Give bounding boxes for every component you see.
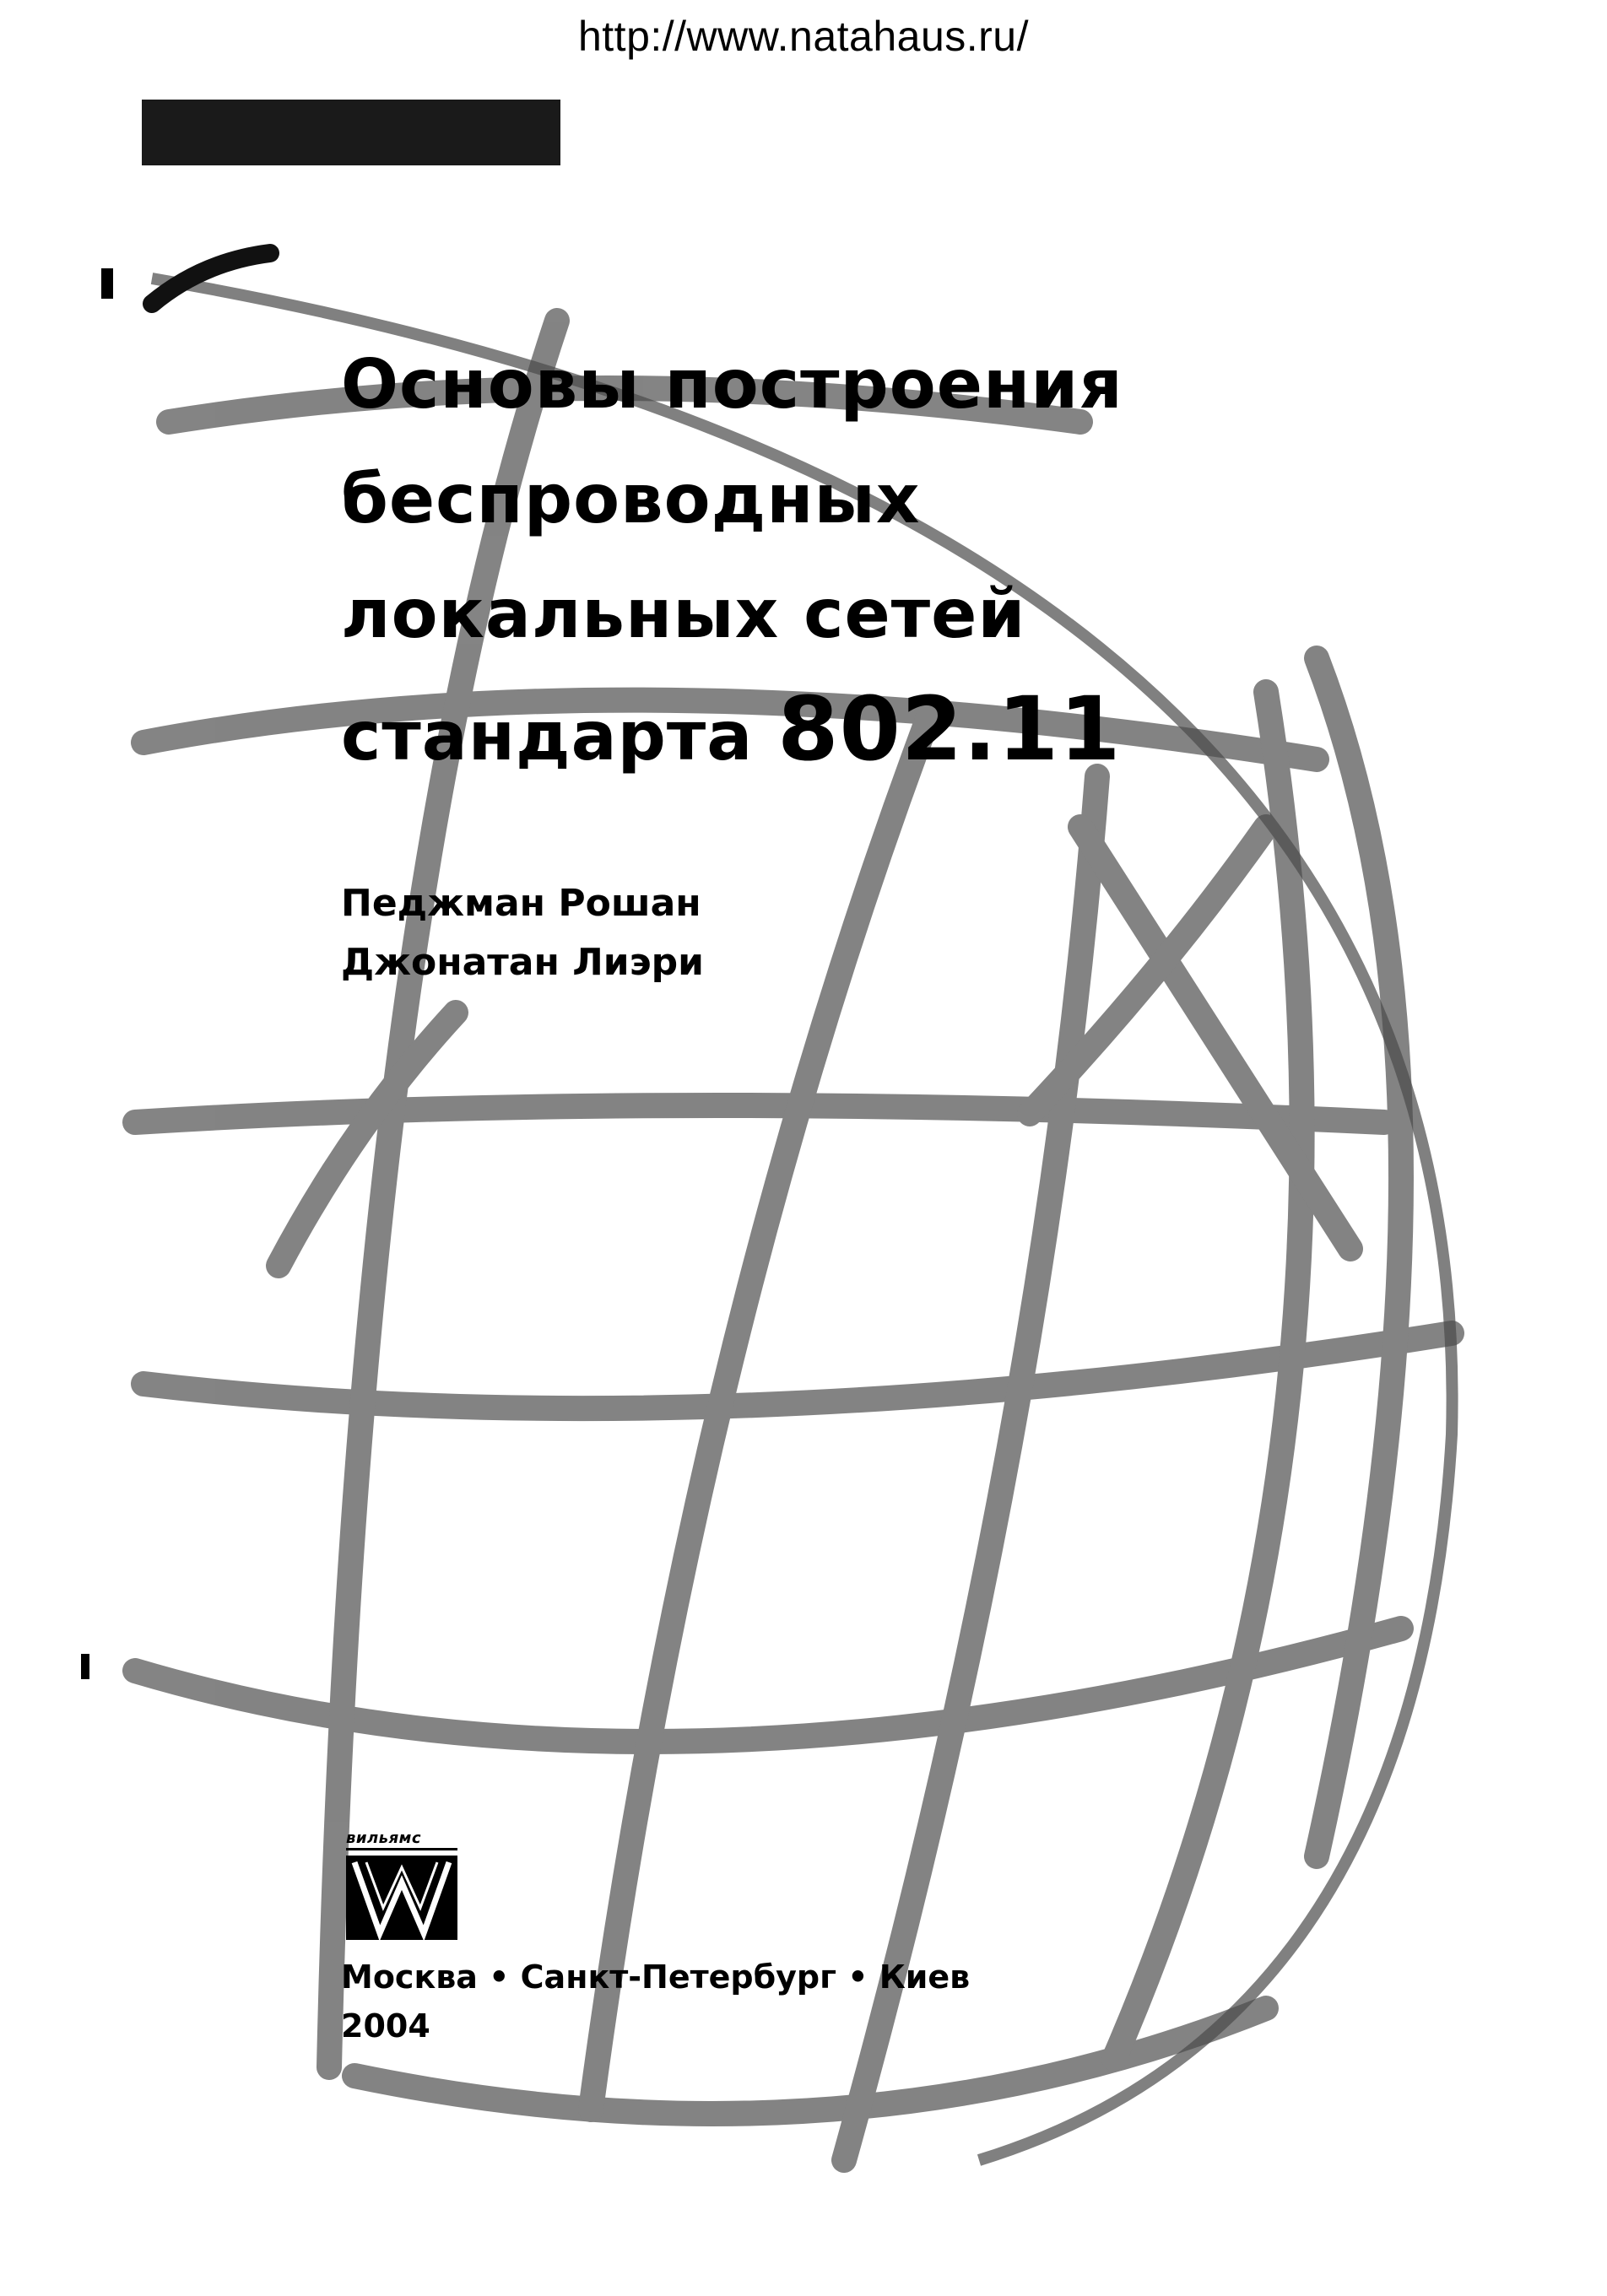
scan-mark <box>101 268 113 299</box>
globe-latitude-5 <box>135 1629 1401 1742</box>
book-title <box>341 327 1123 794</box>
authors <box>341 874 704 992</box>
standard-number: 802.11 <box>777 678 1122 781</box>
globe-latitude-4 <box>143 1333 1452 1408</box>
author-name: Джонатан Лиэри <box>341 941 704 984</box>
imprint <box>341 1953 970 2050</box>
globe-latitude-3 <box>135 1105 1384 1122</box>
title-text: стандарта <box>341 697 754 775</box>
title-line: беспроводных <box>341 460 921 538</box>
title-line: локальных сетей <box>341 575 1026 653</box>
publisher-logo <box>346 1829 461 1940</box>
scan-mark <box>81 1654 89 1679</box>
author-name: Педжман Рошан <box>341 882 701 925</box>
source-url: http://www.natahaus.ru/ <box>577 13 1029 60</box>
publisher-cities: Москва • Санкт-Петербург • Киев <box>341 1958 971 1996</box>
publisher-logo-text: вильямс <box>346 1829 457 1850</box>
title-line-4 <box>341 672 1123 794</box>
publication-year: 2004 <box>341 2007 430 2045</box>
header-bar <box>142 100 560 165</box>
title-line: Основы построения <box>341 345 1123 424</box>
williams-w-logo-icon <box>346 1856 457 1940</box>
